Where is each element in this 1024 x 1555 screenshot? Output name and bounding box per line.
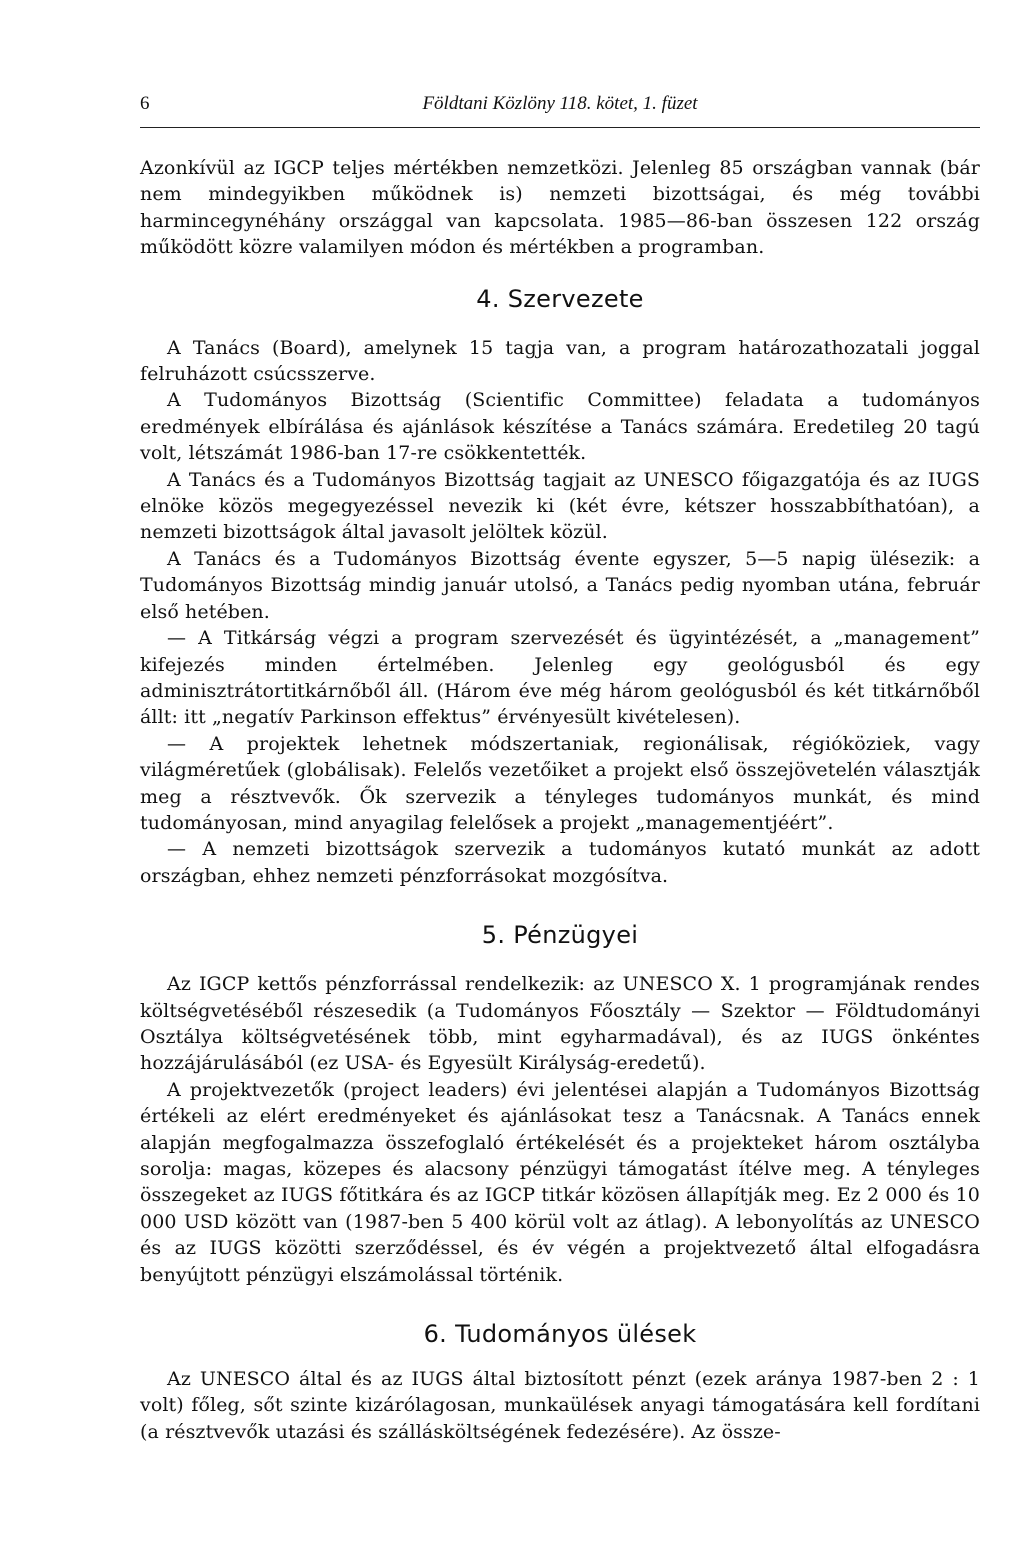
section-title: Tudományos ülések <box>455 1320 697 1349</box>
paragraph: Az IGCP kettős pénzforrással rendelkezik: az UNESCO X. 1 programjának rendes költségvetéséből részesedik (a Tudományos Főosztály — Szektor — Földtudományi Osztálya költségvetésének több, mint egyharmadával), és az IUGS önkéntes hozzájárulásából (ez USA- és Egyesült Királyság-eredetű). <box>140 973 980 1075</box>
section-number: 6. <box>423 1320 448 1349</box>
paragraph: — A projektek lehetnek módszertaniak, regionálisak, régióköziek, vagy világméretűek (globálisak). Felelős vezetőiket a projekt első összejövetelén választják meg a résztvevők. Ők szervezik a tényleges tudományos munkát, és mind tudományosan, mind anyagilag felelősek a projekt „managementjéért”. <box>140 732 980 834</box>
section-heading-finances <box>140 921 980 949</box>
paragraph: Az UNESCO által és az IUGS által biztosított pénzt (ezek aránya 1987-ben 2 : 1 volt) főleg, sőt szinte kizárólagosan, munkaülések anyagi támogatására kell fordítani (a résztvevők utazási és szállásköltségének fedezésére). Az össze- <box>140 1368 980 1443</box>
page-number: 6 <box>140 93 150 114</box>
running-head <box>140 93 980 123</box>
intro-paragraph: Azonkívül az IGCP teljes mértékben nemzetközi. Jelenleg 85 országban vannak (bár nem mindegyikben működnek is) nemzeti bizottságai, és még további harmincegynéhány országgal van kapcsolata. 1985—86-ban összesen 122 ország működött közre valamilyen módon és mértékben a programban. <box>140 157 980 259</box>
section-title: Pénzügyei <box>513 921 639 950</box>
article-body <box>140 155 980 1445</box>
paragraph: — A nemzeti bizottságok szervezik a tudományos kutató munkát az adott országban, ehhez nemzeti pénzforrásokat mozgósítva. <box>140 838 980 887</box>
paragraph: A Tanács és a Tudományos Bizottság tagjait az UNESCO főigazgatója és az IUGS elnöke közös megegyezéssel nevezik ki (két évre, kétszer hosszabbíthatóan), a nemzeti bizottságok által javasolt jelöltek közül. <box>140 468 980 544</box>
section-heading-scientific-meetings <box>140 1320 980 1348</box>
header-rule <box>140 127 980 128</box>
paragraph: A projektvezetők (project leaders) évi jelentései alapján a Tudományos Bizottság értékeli az elért eredményeket és ajánlásokat tesz a Tanácsnak. A Tanács ennek alapján megfogalmazza összefoglaló értékelését és a projekteket három osztályba sorolja: magas, közepes és alacsony pénzügyi támogatást ítélve meg. A tényleges összegeket az IUGS főtitkára és az IGCP titkár közösen állapítják meg. Ez 2 000 és 10 000 USD között van (1987-ben 5 400 körül volt az átlag). A lebonyolítás az UNESCO és az IUGS közötti szerződéssel, és év végén a projektvezető által elfogadásra benyújtott pénzügyi elszámolással történik. <box>140 1078 980 1286</box>
section-title: Szervezete <box>507 284 644 313</box>
section-number: 4. <box>476 284 500 313</box>
paragraph: A Tanács és a Tudományos Bizottság évente egyszer, 5—5 napig ülésezik: a Tudományos Bizottság mindig január utolsó, a Tanács pedig nyomban utána, február első hetében. <box>140 547 980 623</box>
paragraph: A Tudományos Bizottság (Scientific Committee) feladata a tudományos eredmények elbírálása és ajánlások készítése a Tanács számára. Eredetileg 20 tagú volt, létszámát 1986-ban 17-re csökkentették. <box>140 389 980 465</box>
journal-title: Földtani Közlöny 118. kötet, 1. füzet <box>422 93 698 114</box>
paragraph: — A Titkárság végzi a program szervezését és ügyintézését, a „management” kifejezés minden értelmében. Jelenleg egy geológusból és egy adminisztrátortitkárnőből áll. (Három éve még három geológusból és két titkárnőből állt: itt „negatív Parkinson effektus” érvényesült kivételesen). <box>140 627 980 729</box>
paragraph: A Tanács (Board), amelynek 15 tagja van, a program határozathozatali joggal felruházott csúcsszerve. <box>140 336 980 386</box>
section-number: 5. <box>481 921 506 950</box>
document-page <box>140 0 980 1555</box>
section-heading-organization <box>140 285 980 313</box>
